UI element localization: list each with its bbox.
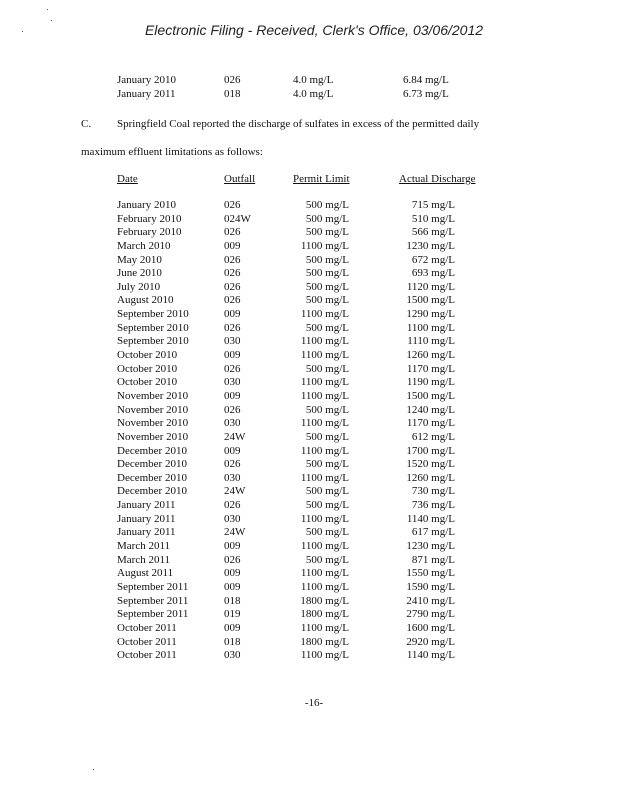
- date-cell: November 2010: [117, 389, 189, 402]
- actual-discharge-cell: 1600 mg/L: [406, 621, 455, 634]
- table-row: [117, 390, 497, 404]
- outfall-cell: 026: [224, 226, 241, 239]
- date-cell: January 2010: [117, 199, 176, 211]
- scan-speck: [51, 20, 52, 21]
- outfall-cell: 026: [224, 499, 241, 512]
- outfall-cell: 24W: [224, 430, 246, 443]
- actual-discharge-cell: 1500 mg/L: [406, 389, 455, 402]
- table-row: [117, 636, 497, 650]
- outfall-cell: 018: [224, 594, 241, 607]
- table-row: [117, 226, 497, 240]
- outfall-cell: 24W: [224, 526, 246, 539]
- actual-discharge-cell: 1140 mg/L: [406, 649, 455, 662]
- permit-limit-cell: 1100 mg/L: [300, 335, 349, 348]
- permit-limit-cell: 500 mg/L: [305, 267, 349, 280]
- date-cell: August 2011: [117, 567, 174, 580]
- permit-limit-cell: 4.0 mg/L: [293, 74, 334, 86]
- outfall-cell: 009: [224, 540, 241, 553]
- outfall-cell: 026: [224, 294, 241, 307]
- outfall-cell: 009: [224, 567, 241, 580]
- date-cell: January 2011: [117, 499, 176, 512]
- date-cell: November 2010: [117, 430, 189, 443]
- actual-discharge-cell: 1100 mg/L: [406, 321, 455, 334]
- actual-discharge-cell: 6.84 mg/L: [403, 74, 449, 86]
- permit-limit-cell: 500 mg/L: [305, 212, 349, 225]
- permit-limit-cell: 500 mg/L: [305, 553, 349, 566]
- date-cell: December 2010: [117, 444, 187, 457]
- table-row: [117, 294, 497, 308]
- permit-limit-cell: 4.0 mg/L: [293, 87, 334, 100]
- actual-discharge-cell: 715 mg/L: [411, 199, 455, 211]
- permit-limit-cell: 500 mg/L: [305, 403, 349, 416]
- table-row: [117, 308, 497, 322]
- table-row: [117, 335, 497, 349]
- date-cell: September 2011: [117, 594, 189, 607]
- actual-discharge-cell: 2920 mg/L: [406, 635, 455, 648]
- actual-discharge-cell: 1700 mg/L: [406, 444, 455, 457]
- date-cell: December 2010: [117, 458, 187, 471]
- permit-limit-cell: 1800 mg/L: [300, 635, 349, 648]
- date-cell: January 2011: [117, 87, 176, 100]
- date-cell: September 2010: [117, 321, 189, 334]
- outfall-cell: 030: [224, 512, 241, 525]
- outfall-cell: 026: [224, 321, 241, 334]
- date-cell: October 2010: [117, 362, 178, 375]
- date-cell: October 2010: [117, 376, 178, 389]
- permit-limit-cell: 1100 mg/L: [300, 239, 349, 252]
- date-cell: March 2011: [117, 553, 171, 566]
- table-row: [117, 499, 497, 513]
- actual-discharge-cell: 1230 mg/L: [406, 540, 455, 553]
- date-cell: July 2010: [117, 280, 161, 293]
- date-cell: January 2011: [117, 512, 176, 525]
- table-row: [117, 349, 497, 363]
- outfall-cell: 030: [224, 376, 241, 389]
- outfall-cell: 024W: [224, 212, 251, 225]
- table-row: [117, 608, 497, 622]
- actual-discharge-cell: 617 mg/L: [411, 526, 455, 539]
- outfall-cell: 026: [224, 267, 241, 280]
- table-row: [117, 213, 497, 227]
- table-row: [117, 240, 497, 254]
- permit-limit-cell: 500 mg/L: [305, 458, 349, 471]
- outfall-cell: 026: [224, 280, 241, 293]
- permit-limit-cell: 500 mg/L: [305, 499, 349, 512]
- date-cell: June 2010: [117, 267, 162, 280]
- actual-discharge-cell: 1170 mg/L: [406, 362, 455, 375]
- page-number: -16-: [304, 697, 324, 709]
- actual-discharge-cell: 1190 mg/L: [406, 376, 455, 389]
- actual-discharge-cell: 2790 mg/L: [406, 608, 455, 621]
- column-header-permit-limit: Permit Limit: [293, 173, 350, 185]
- date-cell: December 2010: [117, 485, 187, 498]
- actual-discharge-cell: 730 mg/L: [411, 485, 455, 498]
- actual-discharge-cell: 1260 mg/L: [406, 349, 455, 362]
- actual-discharge-cell: 693 mg/L: [411, 267, 455, 280]
- outfall-cell: 018: [224, 635, 241, 648]
- outfall-cell: 24W: [224, 485, 246, 498]
- actual-discharge-cell: 1110 mg/L: [407, 335, 455, 348]
- actual-discharge-cell: 6.73 mg/L: [403, 87, 449, 100]
- table-row: [117, 622, 497, 636]
- outfall-cell: 026: [224, 458, 241, 471]
- outfall-cell: 030: [224, 471, 241, 484]
- table-row: [117, 376, 497, 390]
- actual-discharge-cell: 612 mg/L: [411, 430, 455, 443]
- outfall-cell: 026: [224, 362, 241, 375]
- date-cell: December 2010: [117, 471, 187, 484]
- table-row: [117, 88, 497, 102]
- date-cell: February 2010: [117, 212, 182, 225]
- actual-discharge-cell: 2410 mg/L: [406, 594, 455, 607]
- table-row: [117, 254, 497, 268]
- permit-limit-cell: 1100 mg/L: [300, 417, 349, 430]
- actual-discharge-cell: 1550 mg/L: [406, 567, 455, 580]
- outfall-cell: 026: [224, 74, 241, 86]
- outfall-cell: 018: [224, 87, 241, 100]
- date-cell: November 2010: [117, 403, 189, 416]
- outfall-cell: 009: [224, 580, 241, 593]
- permit-limit-cell: 500 mg/L: [305, 362, 349, 375]
- date-cell: September 2011: [117, 608, 189, 621]
- outfall-cell: 030: [224, 417, 241, 430]
- date-cell: January 2011: [117, 526, 176, 539]
- permit-limit-cell: 1100 mg/L: [300, 308, 349, 321]
- permit-limit-cell: 1100 mg/L: [300, 444, 349, 457]
- scan-speck: [93, 769, 94, 770]
- permit-limit-cell: 500 mg/L: [305, 199, 349, 211]
- date-cell: September 2010: [117, 308, 189, 321]
- actual-discharge-cell: 1120 mg/L: [406, 280, 455, 293]
- permit-limit-cell: 500 mg/L: [305, 280, 349, 293]
- permit-limit-cell: 1100 mg/L: [300, 512, 349, 525]
- permit-limit-cell: 1100 mg/L: [300, 389, 349, 402]
- permit-limit-cell: 1100 mg/L: [300, 376, 349, 389]
- outfall-cell: 009: [224, 621, 241, 634]
- table-row: [117, 595, 497, 609]
- permit-limit-cell: 500 mg/L: [305, 253, 349, 266]
- table-header: [117, 173, 497, 187]
- outfall-cell: 019: [224, 608, 241, 621]
- table-row: [117, 581, 497, 595]
- actual-discharge-cell: 1520 mg/L: [406, 458, 455, 471]
- date-cell: August 2010: [117, 294, 174, 307]
- permit-limit-cell: 1100 mg/L: [300, 567, 349, 580]
- date-cell: October 2011: [117, 621, 177, 634]
- permit-limit-cell: 1100 mg/L: [300, 621, 349, 634]
- table-row: [117, 513, 497, 527]
- section-text-line2: maximum effluent limitations as follows:: [81, 146, 263, 158]
- permit-limit-cell: 1100 mg/L: [300, 580, 349, 593]
- table-row: [117, 649, 497, 663]
- outfall-cell: 009: [224, 389, 241, 402]
- table-row: [117, 567, 497, 581]
- permit-limit-cell: 1100 mg/L: [300, 471, 349, 484]
- table-row: [117, 281, 497, 295]
- outfall-cell: 026: [224, 253, 241, 266]
- outfall-cell: 030: [224, 649, 241, 662]
- filing-header: Electronic Filing - Received, Clerk's Office, 03/06/2012: [144, 22, 484, 38]
- actual-discharge-cell: 1290 mg/L: [406, 308, 455, 321]
- section-letter: C.: [81, 118, 92, 130]
- table-row: [117, 445, 497, 459]
- table-row: [117, 404, 497, 418]
- table-row: [117, 322, 497, 336]
- actual-discharge-cell: 510 mg/L: [411, 212, 455, 225]
- permit-limit-cell: 500 mg/L: [305, 321, 349, 334]
- scan-speck: [47, 9, 48, 10]
- date-cell: May 2010: [117, 253, 162, 266]
- outfall-cell: 026: [224, 403, 241, 416]
- table-row: [117, 526, 497, 540]
- actual-discharge-cell: 736 mg/L: [411, 499, 455, 512]
- actual-discharge-cell: 1140 mg/L: [406, 512, 455, 525]
- outfall-cell: 026: [224, 199, 241, 211]
- actual-discharge-cell: 871 mg/L: [411, 553, 455, 566]
- table-row: [117, 363, 497, 377]
- date-cell: November 2010: [117, 417, 189, 430]
- outfall-cell: 009: [224, 239, 241, 252]
- outfall-cell: 009: [224, 444, 241, 457]
- permit-limit-cell: 500 mg/L: [305, 294, 349, 307]
- column-header-actual-discharge: Actual Discharge: [399, 173, 476, 185]
- column-header-outfall: Outfall: [224, 173, 256, 185]
- table-row: [117, 74, 497, 88]
- outfall-cell: 009: [224, 308, 241, 321]
- permit-limit-cell: 1100 mg/L: [300, 649, 349, 662]
- actual-discharge-cell: 1590 mg/L: [406, 580, 455, 593]
- actual-discharge-cell: 1500 mg/L: [406, 294, 455, 307]
- permit-limit-cell: 1100 mg/L: [300, 349, 349, 362]
- permit-limit-cell: 500 mg/L: [305, 430, 349, 443]
- section-text-line1: Springfield Coal reported the discharge of sulfates in excess of the permitted daily: [117, 118, 480, 130]
- date-cell: October 2010: [117, 349, 178, 362]
- table-row: [117, 199, 497, 213]
- permit-limit-cell: 1800 mg/L: [300, 594, 349, 607]
- table-row: [117, 431, 497, 445]
- table-row: [117, 472, 497, 486]
- permit-limit-cell: 1100 mg/L: [300, 540, 349, 553]
- table-row: [117, 540, 497, 554]
- actual-discharge-cell: 672 mg/L: [411, 253, 455, 266]
- date-cell: October 2011: [117, 649, 177, 662]
- sulfate-table: [117, 199, 497, 663]
- actual-discharge-cell: 566 mg/L: [411, 226, 455, 239]
- date-cell: March 2010: [117, 239, 171, 252]
- continued-table: [117, 74, 497, 101]
- date-cell: February 2010: [117, 226, 182, 239]
- outfall-cell: 009: [224, 349, 241, 362]
- outfall-cell: 026: [224, 553, 241, 566]
- actual-discharge-cell: 1260 mg/L: [406, 471, 455, 484]
- table-row: [117, 417, 497, 431]
- table-row: [117, 554, 497, 568]
- date-cell: October 2011: [117, 635, 177, 648]
- permit-limit-cell: 500 mg/L: [305, 526, 349, 539]
- permit-limit-cell: 500 mg/L: [305, 226, 349, 239]
- table-row: [117, 267, 497, 281]
- date-cell: January 2010: [117, 74, 176, 86]
- table-row: [117, 485, 497, 499]
- column-header-date: Date: [117, 173, 138, 185]
- date-cell: March 2011: [117, 540, 171, 553]
- permit-limit-cell: 500 mg/L: [305, 485, 349, 498]
- actual-discharge-cell: 1240 mg/L: [406, 403, 455, 416]
- date-cell: September 2010: [117, 335, 189, 348]
- permit-limit-cell: 1800 mg/L: [300, 608, 349, 621]
- outfall-cell: 030: [224, 335, 241, 348]
- table-row: [117, 458, 497, 472]
- date-cell: September 2011: [117, 580, 189, 593]
- actual-discharge-cell: 1170 mg/L: [406, 417, 455, 430]
- actual-discharge-cell: 1230 mg/L: [406, 239, 455, 252]
